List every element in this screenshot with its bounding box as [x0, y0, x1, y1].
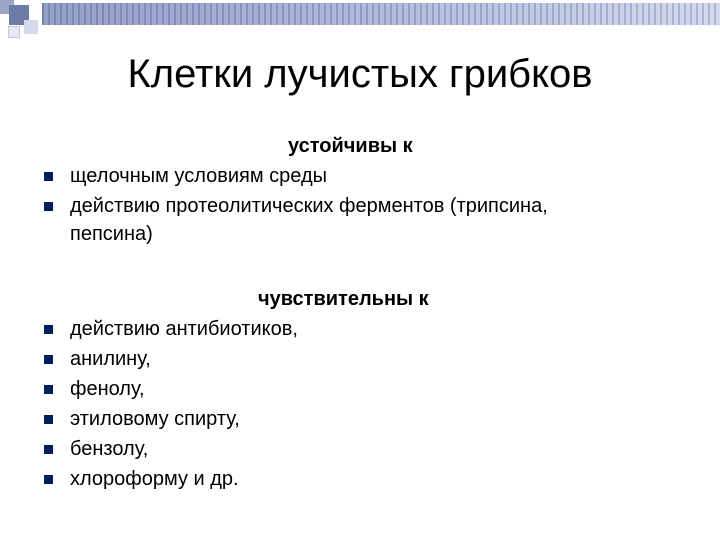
square-bullet-icon [44, 355, 53, 364]
slide-title: Клетки лучистых грибков [127, 52, 593, 96]
decor-top-bar [42, 3, 720, 25]
list-item [0, 345, 630, 373]
list-item-text: действию протеолитических ферментов (трипсина, пепсина) [70, 195, 548, 245]
square-bullet-icon [44, 172, 53, 181]
list-item [0, 465, 630, 493]
resistant-list [0, 162, 630, 250]
square-bullet-icon [44, 445, 53, 454]
list-item-text: щелочным условиям среды [70, 165, 327, 187]
decor-square-4 [8, 26, 20, 38]
list-item-text: действию антибиотиков, [70, 318, 298, 340]
list-item [0, 162, 630, 190]
square-bullet-icon [44, 475, 53, 484]
section-heading-resistant: устойчивы к [288, 135, 413, 157]
list-item [0, 315, 630, 343]
list-item [0, 375, 630, 403]
list-item [0, 435, 630, 463]
decor-square-3 [24, 20, 38, 34]
list-item-text: этиловому спирту, [70, 408, 240, 430]
square-bullet-icon [44, 325, 53, 334]
list-item-text: фенолу, [70, 378, 145, 400]
list-item [0, 192, 630, 248]
list-item-text: бензолу, [70, 438, 149, 460]
square-bullet-icon [44, 202, 53, 211]
list-item-text: хлороформу и др. [70, 468, 239, 490]
sensitive-list [0, 315, 630, 495]
section-heading-sensitive: чувствительны к [258, 288, 429, 310]
square-bullet-icon [44, 385, 53, 394]
list-item-text: анилину, [70, 348, 151, 370]
list-item [0, 405, 630, 433]
square-bullet-icon [44, 415, 53, 424]
